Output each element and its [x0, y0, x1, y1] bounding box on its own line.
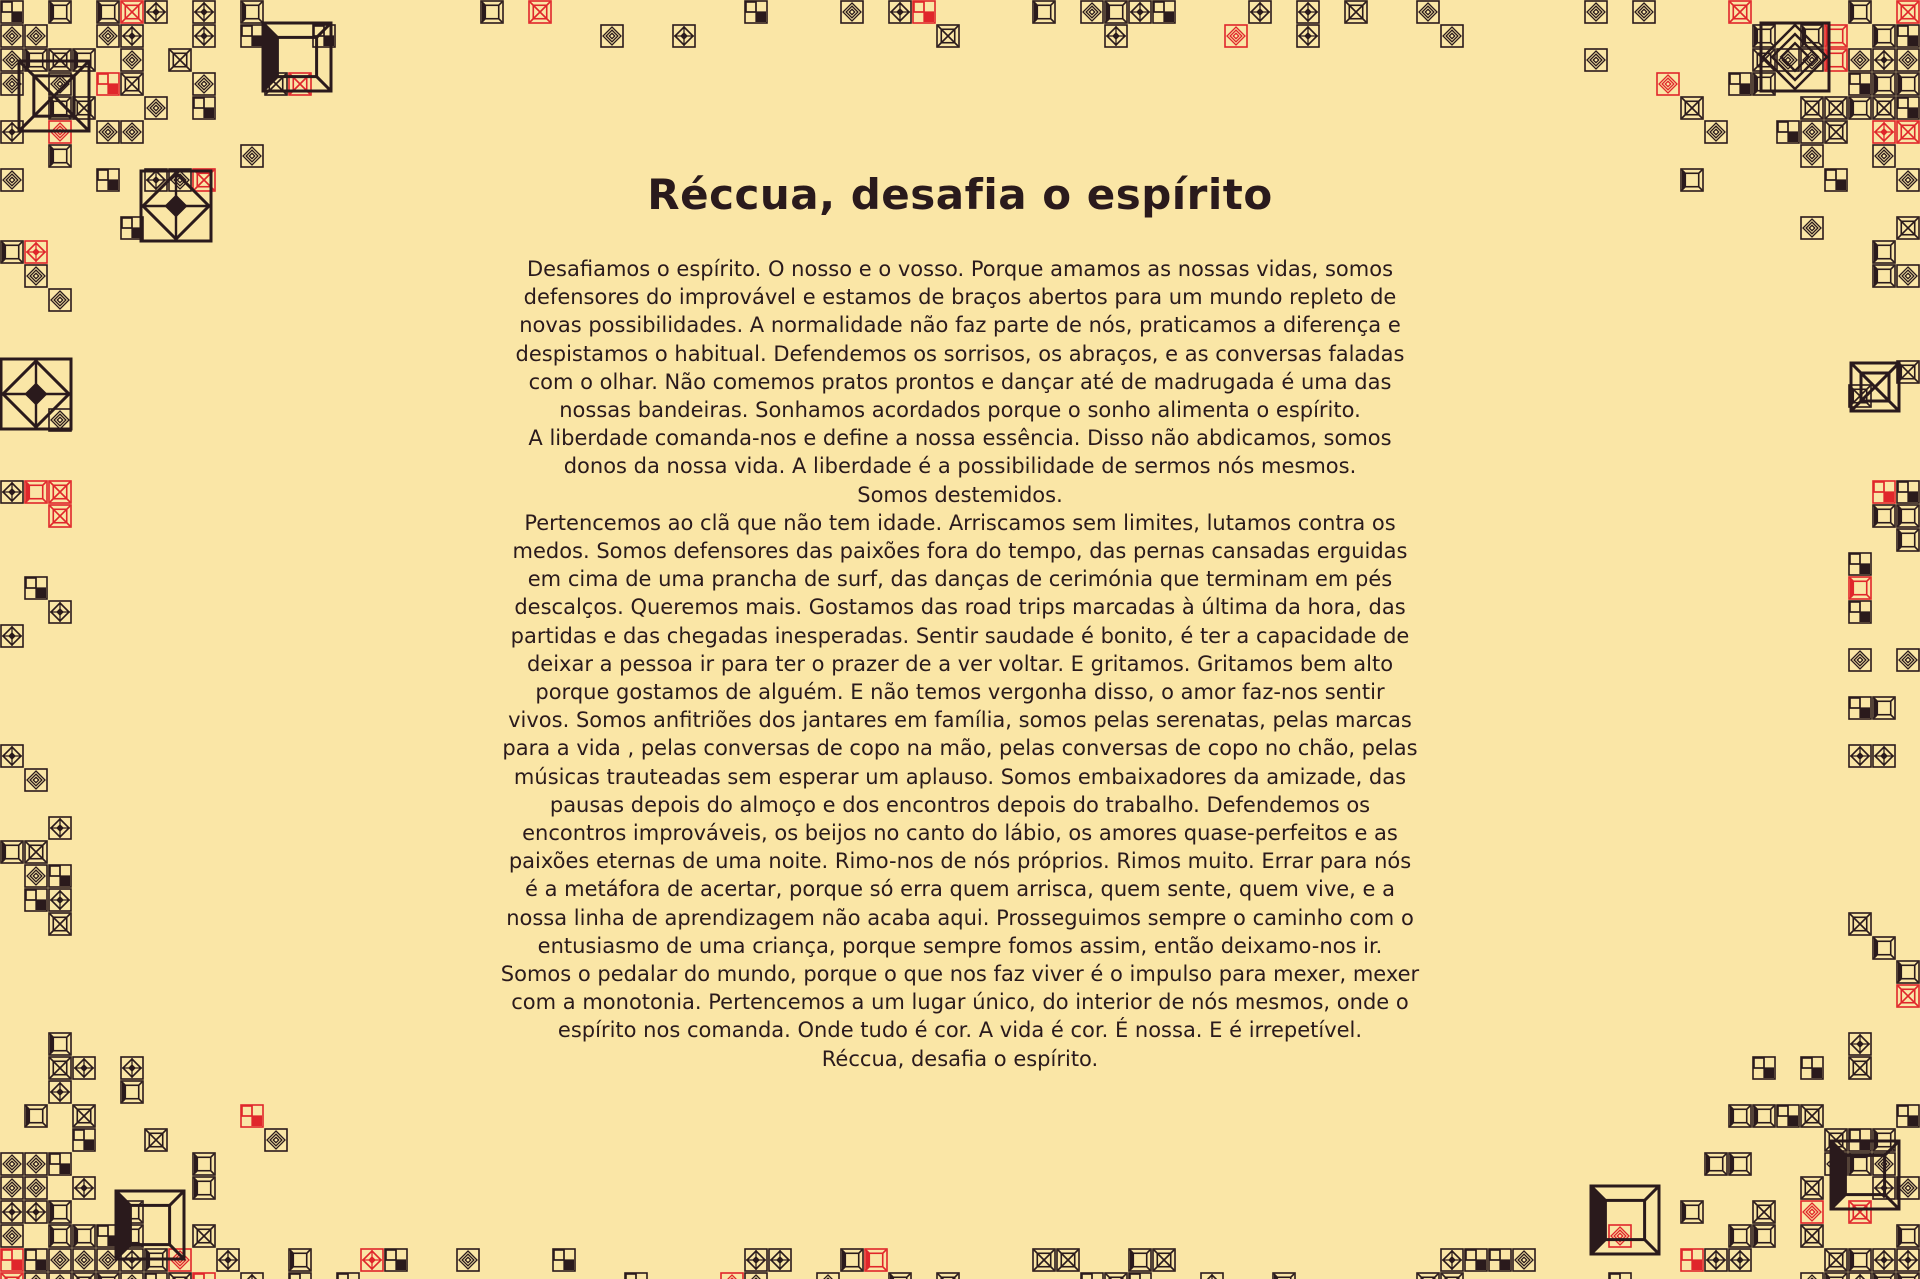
azulejo-tile-icon — [1, 1249, 23, 1271]
azulejo-tile-icon — [1681, 1249, 1703, 1271]
azulejo-tile-icon — [121, 1057, 143, 1079]
azulejo-tile-icon — [97, 25, 119, 47]
azulejo-tile-icon — [1, 1, 23, 23]
azulejo-tile-icon — [913, 1, 935, 23]
azulejo-tile-icon — [1105, 1273, 1127, 1279]
azulejo-tile-icon — [49, 481, 71, 503]
azulejo-tile-icon — [889, 1, 911, 23]
azulejo-tile-icon — [1681, 1201, 1703, 1223]
azulejo-tile-icon — [1825, 1273, 1847, 1279]
azulejo-tile-icon — [1849, 1033, 1871, 1055]
azulejo-tile-icon — [1873, 1249, 1895, 1271]
azulejo-tile-icon — [25, 241, 47, 263]
azulejo-tile-icon — [1849, 1, 1871, 23]
azulejo-tile-icon — [1897, 1105, 1919, 1127]
text-line: com a monotonia. Pertencemos a um lugar único, do interior de nós mesmos, onde o — [511, 990, 1409, 1015]
azulejo-tile-icon — [1705, 1153, 1727, 1175]
azulejo-tile-icon — [49, 145, 71, 167]
text-line: nossas bandeiras. Sonhamos acordados porque o sonho alimenta o espírito. — [559, 398, 1361, 423]
azulejo-tile-icon — [1777, 121, 1799, 143]
azulejo-tile-icon — [1729, 1105, 1751, 1127]
azulejo-tile-icon — [193, 97, 215, 119]
azulejo-tile-icon — [1345, 1, 1367, 23]
azulejo-tile-icon — [1897, 529, 1919, 551]
azulejo-tile-icon — [1753, 1201, 1775, 1223]
azulejo-tile-icon — [1897, 481, 1919, 503]
azulejo-tile-icon — [193, 1153, 215, 1175]
azulejo-tile-icon — [1201, 1273, 1223, 1279]
azulejo-tile-icon — [49, 1225, 71, 1247]
azulejo-tile-icon — [1897, 73, 1919, 95]
text-line: para a vida , pelas conversas de copo na mão, pelas conversas de copo no chão, pelas — [502, 736, 1418, 761]
azulejo-tile-icon — [73, 1273, 95, 1279]
text-line: defensores do improvável e estamos de braços abertos para um mundo repleto de — [523, 285, 1397, 310]
azulejo-tile-icon — [49, 289, 71, 311]
azulejo-tile-icon — [1897, 25, 1919, 47]
azulejo-tile-icon — [1873, 145, 1895, 167]
azulejo-tile-icon — [1897, 1, 1919, 23]
azulejo-tile-icon — [49, 865, 71, 887]
azulejo-tile-icon — [145, 97, 167, 119]
azulejo-tile-icon — [25, 1177, 47, 1199]
azulejo-tile-icon — [25, 1153, 47, 1175]
text-line: novas possibilidades. A normalidade não faz parte de nós, praticamos a diferença e — [519, 313, 1401, 338]
azulejo-tile-icon — [1729, 1225, 1751, 1247]
azulejo-tile-icon — [49, 1273, 71, 1279]
azulejo-tile-icon — [241, 145, 263, 167]
azulejo-tile-icon — [1873, 121, 1895, 143]
azulejo-tile-icon — [481, 1, 503, 23]
text-line: donos da nossa vida. A liberdade é a possibilidade de sermos nós mesmos. — [563, 454, 1357, 479]
azulejo-tile-icon — [1, 841, 23, 863]
azulejo-tile-icon — [1681, 169, 1703, 191]
azulejo-tile-icon — [457, 1249, 479, 1271]
azulejo-tile-icon — [745, 1249, 767, 1271]
azulejo-tile-icon — [121, 1273, 143, 1279]
azulejo-tile-icon — [141, 171, 211, 241]
azulejo-tile-icon — [73, 1105, 95, 1127]
azulejo-tile-icon — [73, 97, 95, 119]
text-line: entusiasmo de uma criança, porque sempre fomos assim, então deixamo-nos ir. — [537, 933, 1383, 958]
azulejo-tile-icon — [1897, 649, 1919, 671]
azulejo-tile-icon — [1297, 25, 1319, 47]
azulejo-tile-icon — [1849, 577, 1871, 599]
text-line: nossa linha de aprendizagem não acaba aqui. Prosseguimos sempre o caminho com o — [506, 905, 1414, 930]
azulejo-tile-icon — [1897, 1249, 1919, 1271]
azulejo-tile-icon — [1897, 1273, 1919, 1279]
azulejo-tile-icon — [1081, 1273, 1103, 1279]
azulejo-tile-icon — [49, 505, 71, 527]
text-line: com o olhar. Não comemos pratos prontos e dançar até de madrugada é uma das — [528, 369, 1392, 394]
text-line: paixões eternas de uma noite. Rimo-nos de nós próprios. Rimos muito. Errar para nós — [508, 849, 1412, 874]
azulejo-tile-icon — [1849, 1201, 1871, 1223]
azulejo-tile-icon — [1, 169, 23, 191]
azulejo-tile-icon — [1105, 25, 1127, 47]
azulejo-tile-icon — [1897, 985, 1919, 1007]
azulejo-tile-icon — [1249, 1, 1271, 23]
azulejo-tile-icon — [769, 1249, 791, 1271]
azulejo-tile-icon — [289, 1249, 311, 1271]
azulejo-tile-icon — [1801, 97, 1823, 119]
text-line: músicas trauteadas sem esperar um aplauso. Somos embaixadores da amizade, das — [513, 764, 1407, 789]
azulejo-tile-icon — [49, 913, 71, 935]
azulejo-tile-icon — [1849, 745, 1871, 767]
text-line: Réccua, desafia o espírito. — [821, 1046, 1099, 1071]
azulejo-tile-icon — [1897, 1225, 1919, 1247]
azulejo-tile-icon — [1849, 73, 1871, 95]
azulejo-tile-icon — [73, 1057, 95, 1079]
azulejo-tile-icon — [1, 241, 23, 263]
azulejo-tile-icon — [1897, 217, 1919, 239]
azulejo-tile-icon — [1873, 241, 1895, 263]
azulejo-tile-icon — [817, 1273, 839, 1279]
azulejo-tile-icon — [1441, 25, 1463, 47]
text-line: medos. Somos defensores das paixões fora do tempo, das pernas cansadas erguidas — [512, 539, 1408, 564]
azulejo-tile-icon — [1873, 505, 1895, 527]
azulejo-tile-icon — [145, 1273, 167, 1279]
azulejo-tile-icon — [721, 1273, 743, 1279]
azulejo-tile-icon — [49, 601, 71, 623]
azulejo-tile-icon — [1129, 1249, 1151, 1271]
azulejo-tile-icon — [937, 1273, 959, 1279]
azulejo-tile-icon — [97, 1, 119, 23]
azulejo-tile-icon — [241, 1105, 263, 1127]
azulejo-tile-icon — [193, 1225, 215, 1247]
azulejo-tile-icon — [49, 1201, 71, 1223]
text-line: pausas depois do almoço e dos encontros depois do trabalho. Defendemos os — [549, 792, 1371, 817]
azulejo-tile-icon — [1801, 121, 1823, 143]
azulejo-tile-icon — [673, 25, 695, 47]
azulejo-tile-icon — [49, 1, 71, 23]
azulejo-tile-icon — [1897, 169, 1919, 191]
azulejo-tile-icon — [865, 1249, 887, 1271]
azulejo-tile-icon — [1753, 1105, 1775, 1127]
azulejo-tile-icon — [1897, 505, 1919, 527]
azulejo-tile-icon — [1585, 1, 1607, 23]
azulejo-tile-icon — [145, 1129, 167, 1151]
azulejo-tile-icon — [1033, 1249, 1055, 1271]
azulejo-tile-icon — [1801, 1273, 1823, 1279]
azulejo-tile-icon — [1849, 1273, 1871, 1279]
azulejo-tile-icon — [1729, 1, 1751, 23]
azulejo-tile-icon — [1057, 1249, 1079, 1271]
azulejo-tile-icon — [1873, 265, 1895, 287]
azulejo-tile-icon — [49, 889, 71, 911]
azulejo-tile-icon — [49, 1057, 71, 1079]
azulejo-tile-icon — [1591, 1186, 1659, 1254]
azulejo-tile-icon — [97, 169, 119, 191]
azulejo-tile-icon — [1873, 97, 1895, 119]
azulejo-tile-icon — [1465, 1249, 1487, 1271]
azulejo-tile-icon — [529, 1, 551, 23]
azulejo-tile-icon — [1417, 1, 1439, 23]
azulejo-tile-icon — [1225, 25, 1247, 47]
azulejo-tile-icon — [1897, 961, 1919, 983]
text-line: Somos destemidos. — [857, 482, 1063, 507]
text-line: Desafiamos o espírito. O nosso e o vosso. Porque amamos as nossas vidas, somos — [526, 257, 1394, 281]
text-line: A liberdade comanda-nos e define a nossa essência. Disso não abdicamos, somos — [528, 426, 1392, 451]
azulejo-tile-icon — [337, 1273, 359, 1279]
azulejo-tile-icon — [1825, 97, 1847, 119]
azulejo-tile-icon — [241, 1273, 263, 1279]
azulejo-tile-icon — [1873, 697, 1895, 719]
azulejo-tile-icon — [1, 25, 23, 47]
azulejo-tile-icon — [937, 25, 959, 47]
azulejo-tile-icon — [121, 25, 143, 47]
azulejo-tile-icon — [121, 49, 143, 71]
azulejo-tile-icon — [121, 1, 143, 23]
azulejo-tile-icon — [1801, 1105, 1823, 1127]
azulejo-tile-icon — [25, 889, 47, 911]
azulejo-tile-icon — [25, 1249, 47, 1271]
text-line: encontros improváveis, os beijos no canto do lábio, os amores quase-perfeitos e as — [522, 821, 1398, 846]
azulejo-tile-icon — [745, 1, 767, 23]
azulejo-tile-icon — [1801, 1177, 1823, 1199]
azulejo-tile-icon — [25, 769, 47, 791]
text-line: Pertencemos ao clã que não tem idade. Arriscamos sem limites, lutamos contra os — [524, 510, 1396, 535]
azulejo-tile-icon — [1, 625, 23, 647]
azulejo-tile-icon — [1705, 1249, 1727, 1271]
azulejo-tile-icon — [25, 577, 47, 599]
azulejo-tile-icon — [1, 1201, 23, 1223]
azulejo-tile-icon — [1657, 73, 1679, 95]
azulejo-tile-icon — [1873, 745, 1895, 767]
azulejo-tile-icon — [553, 1249, 575, 1271]
azulejo-tile-icon — [49, 1033, 71, 1055]
text-line: partidas e das chegadas inesperadas. Sentir saudade é bonito, é ter a capacidade de — [510, 623, 1410, 648]
azulejo-tile-icon — [1873, 73, 1895, 95]
azulejo-tile-icon — [169, 49, 191, 71]
azulejo-tile-icon — [49, 1153, 71, 1175]
azulejo-tile-icon — [1729, 1153, 1751, 1175]
azulejo-tile-icon — [385, 1249, 407, 1271]
azulejo-tile-icon — [49, 1249, 71, 1271]
azulejo-tile-icon — [1753, 25, 1775, 47]
azulejo-tile-icon — [1801, 145, 1823, 167]
manifesto-content — [460, 170, 1460, 1073]
azulejo-tile-icon — [601, 25, 623, 47]
azulejo-tile-icon — [1801, 1225, 1823, 1247]
azulejo-tile-icon — [169, 1273, 191, 1279]
azulejo-tile-icon — [1441, 1273, 1463, 1279]
azulejo-tile-icon — [1681, 97, 1703, 119]
azulejo-tile-icon — [73, 1249, 95, 1271]
azulejo-tile-icon — [361, 1249, 383, 1271]
azulejo-tile-icon — [1825, 121, 1847, 143]
azulejo-tile-icon — [1753, 1057, 1775, 1079]
azulejo-tile-icon — [241, 1, 263, 23]
text-line: descalços. Queremos mais. Gostamos das road trips marcadas à última da hora, das — [514, 595, 1406, 620]
azulejo-tile-icon — [1777, 49, 1799, 71]
text-line: espírito nos comanda. Onde tudo é cor. A vida é cor. É nossa. E é irrepetível. — [557, 1018, 1363, 1043]
azulejo-tile-icon — [1897, 121, 1919, 143]
azulejo-tile-icon — [1849, 649, 1871, 671]
azulejo-tile-icon — [1153, 1, 1175, 23]
azulejo-tile-icon — [1777, 1105, 1799, 1127]
azulejo-tile-icon — [1849, 1057, 1871, 1079]
azulejo-tile-icon — [1129, 1273, 1151, 1279]
azulejo-tile-icon — [1, 1225, 23, 1247]
text-line: deixar a pessoa ir para ter o prazer de a ver voltar. E gritamos. Gritamos bem alto — [526, 651, 1394, 676]
azulejo-tile-icon — [1609, 1273, 1631, 1279]
azulejo-tile-icon — [1849, 913, 1871, 935]
azulejo-tile-icon — [889, 1273, 911, 1279]
azulejo-tile-icon — [625, 1273, 647, 1279]
azulejo-tile-icon — [217, 1249, 239, 1271]
azulejo-tile-icon — [1441, 1249, 1463, 1271]
azulejo-tile-icon — [265, 1129, 287, 1151]
azulejo-tile-icon — [1513, 1249, 1535, 1271]
azulejo-tile-icon — [1585, 49, 1607, 71]
azulejo-tile-icon — [121, 1081, 143, 1103]
text-line: vivos. Somos anfitriões dos jantares em família, somos pelas serenatas, pelas marcas — [508, 708, 1412, 733]
azulejo-tile-icon — [25, 865, 47, 887]
azulejo-tile-icon — [1873, 481, 1895, 503]
azulejo-tile-icon — [193, 1177, 215, 1199]
azulejo-tile-icon — [241, 25, 263, 47]
azulejo-tile-icon — [1, 481, 23, 503]
page-title: Réccua, desafia o espírito — [647, 170, 1273, 219]
azulejo-tile-icon — [1, 1177, 23, 1199]
azulejo-tile-icon — [1129, 1, 1151, 23]
azulejo-tile-icon — [73, 1177, 95, 1199]
azulejo-tile-icon — [97, 121, 119, 143]
azulejo-tile-icon — [1297, 1, 1319, 23]
azulejo-tile-icon — [1849, 697, 1871, 719]
azulejo-tile-icon — [1753, 49, 1775, 71]
azulejo-tile-icon — [1849, 601, 1871, 623]
azulejo-tile-icon — [193, 25, 215, 47]
azulejo-tile-icon — [145, 1, 167, 23]
azulejo-tile-icon — [1825, 1249, 1847, 1271]
azulejo-tile-icon — [1153, 1249, 1175, 1271]
azulejo-tile-icon — [1801, 1201, 1823, 1223]
azulejo-tile-icon — [1849, 49, 1871, 71]
azulejo-tile-icon — [1849, 1249, 1871, 1271]
text-line: em cima de uma prancha de surf, das danças de cerimónia que terminam em pés — [527, 567, 1393, 592]
text-line: é a metáfora de acertar, porque só erra quem arrisca, quem sente, quem vive, e a — [524, 877, 1395, 902]
azulejo-tile-icon — [1705, 121, 1727, 143]
azulejo-tile-icon — [841, 1249, 863, 1271]
azulejo-tile-icon — [73, 1129, 95, 1151]
azulejo-tile-icon — [25, 1273, 47, 1279]
azulejo-tile-icon — [1, 1273, 23, 1279]
azulejo-tile-icon — [1873, 49, 1895, 71]
azulejo-tile-icon — [1489, 1249, 1511, 1271]
text-line: despistamos o habitual. Defendemos os sorrisos, os abraços, e as conversas faladas — [515, 341, 1405, 366]
azulejo-tile-icon — [1729, 1249, 1751, 1271]
azulejo-tile-icon — [193, 1273, 215, 1279]
azulejo-tile-icon — [1897, 97, 1919, 119]
azulejo-tile-icon — [121, 121, 143, 143]
azulejo-tile-icon — [97, 1273, 119, 1279]
azulejo-tile-icon — [1105, 1, 1127, 23]
azulejo-tile-icon — [193, 1, 215, 23]
azulejo-tile-icon — [1753, 1225, 1775, 1247]
text-line: Somos o pedalar do mundo, porque o que nos faz viver é o impulso para mexer, mexer — [500, 962, 1420, 987]
azulejo-tile-icon — [1897, 265, 1919, 287]
azulejo-tile-icon — [25, 1201, 47, 1223]
azulejo-tile-icon — [1609, 1225, 1631, 1247]
azulejo-tile-icon — [1873, 1273, 1895, 1279]
azulejo-tile-icon — [1729, 73, 1751, 95]
azulejo-tile-icon — [1851, 363, 1899, 411]
azulejo-tile-icon — [73, 1225, 95, 1247]
azulejo-tile-icon — [1, 745, 23, 767]
azulejo-tile-icon — [25, 25, 47, 47]
azulejo-tile-icon — [1825, 169, 1847, 191]
azulejo-tile-icon — [1417, 1273, 1439, 1279]
text-line: porque gostamos de alguém. E não temos vergonha disso, o amor faz-nos sentir — [535, 680, 1385, 705]
azulejo-tile-icon — [1633, 1, 1655, 23]
azulejo-tile-icon — [1081, 1, 1103, 23]
azulejo-tile-icon — [25, 481, 47, 503]
azulejo-tile-icon — [1873, 25, 1895, 47]
azulejo-tile-icon — [1, 1153, 23, 1175]
azulejo-tile-icon — [1897, 49, 1919, 71]
azulejo-tile-icon — [745, 1273, 767, 1279]
azulejo-tile-icon — [289, 1273, 311, 1279]
azulejo-tile-icon — [25, 1105, 47, 1127]
azulejo-tile-icon — [193, 73, 215, 95]
manifesto-text — [460, 255, 1460, 1073]
azulejo-tile-icon — [1033, 1, 1055, 23]
azulejo-tile-icon — [841, 1, 863, 23]
azulejo-tile-icon — [1801, 217, 1823, 239]
azulejo-tile-icon — [49, 1081, 71, 1103]
azulejo-tile-icon — [49, 817, 71, 839]
azulejo-tile-icon — [25, 841, 47, 863]
azulejo-tile-icon — [121, 73, 143, 95]
azulejo-tile-icon — [1849, 97, 1871, 119]
azulejo-tile-icon — [1273, 1273, 1295, 1279]
azulejo-tile-icon — [1801, 1057, 1823, 1079]
azulejo-tile-icon — [25, 265, 47, 287]
azulejo-tile-icon — [97, 73, 119, 95]
azulejo-tile-icon — [1849, 553, 1871, 575]
azulejo-tile-icon — [1873, 937, 1895, 959]
